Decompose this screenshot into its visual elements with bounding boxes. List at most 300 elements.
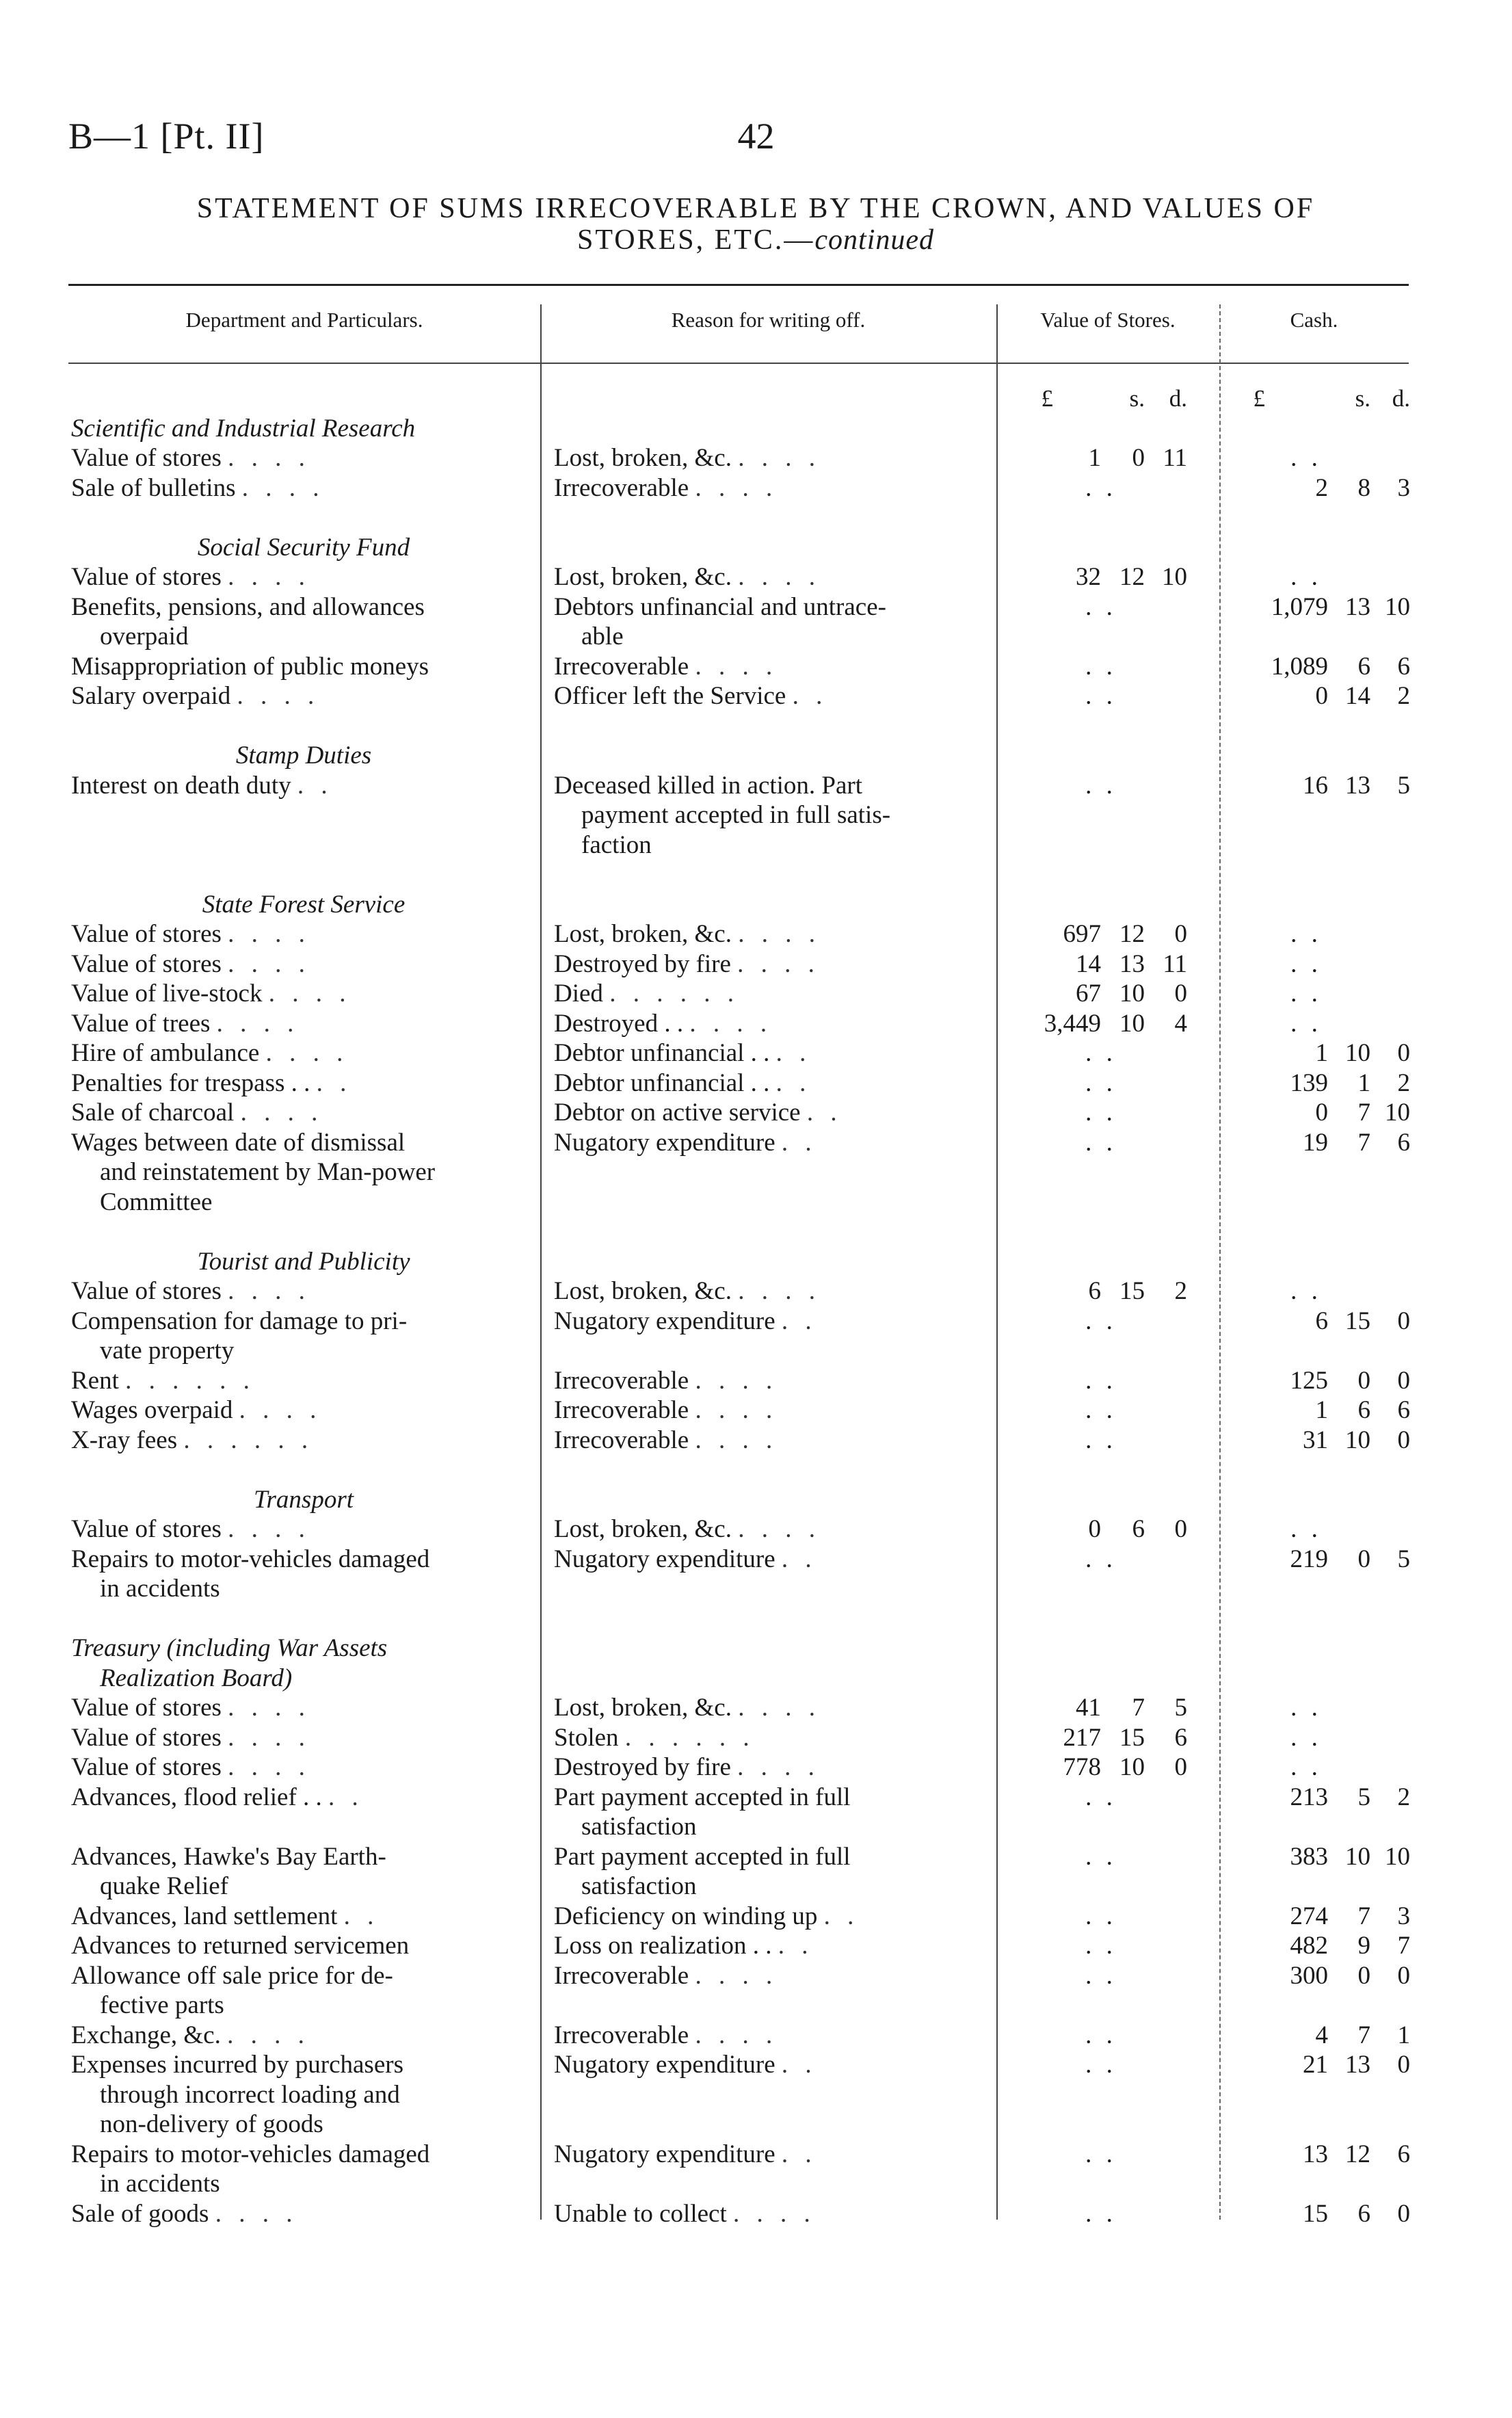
stores-nil-dots: . . [1085,771,1117,800]
cash-shillings: 1 [1357,1068,1370,1097]
cash-pounds: 219 [1290,1545,1328,1573]
stores-shilling-unit: s. [1129,385,1145,412]
leader-dots: . . [781,1306,817,1335]
particulars-text: Advances, land settlement [71,1902,338,1930]
leader-dots: . . . . [738,1277,821,1305]
page-number: 42 [737,116,775,157]
leader-dots: . . . . . . [183,1425,314,1454]
table-row [0,1783,1512,1813]
particulars-continuation: in accidents [100,2170,220,2198]
table-top-rule [68,284,1409,286]
particulars-text: Wages overpaid [71,1396,233,1424]
stores-pound-unit: £ [1041,385,1053,412]
particulars-cell [71,1545,536,1575]
leader-dots: . . . . [265,1039,349,1067]
stores-nil-dots: . . [1085,2051,1117,2079]
particulars-cell [71,1514,536,1545]
particulars-text: Misappropriation of public moneys [71,652,429,681]
cash-shilling-unit: s. [1355,385,1370,412]
stores-pounds: 41 [1076,1694,1101,1722]
particulars-text: Wages between date of dismissal [71,1128,406,1157]
reason-text: Irrecoverable [554,2021,689,2049]
cash-shillings: 7 [1357,1128,1370,1157]
table-row [0,1038,1512,1068]
particulars-text: Value of stores [71,920,222,948]
particulars-cell [71,652,536,682]
particulars-cell [71,1902,536,1932]
table-row [0,1395,1512,1425]
reason-text: Part payment accepted in full [554,1783,851,1811]
particulars-cell [71,592,536,622]
leader-dots: . . [781,2051,817,2079]
leader-dots: . . [775,1039,812,1067]
stores-shillings: 7 [1132,1694,1145,1722]
leader-dots: . . . . [228,1277,310,1305]
department-heading-row [0,890,1512,920]
stores-nil-dots: . . [1085,1306,1117,1335]
reason-text: Deficiency on winding up [554,1902,818,1930]
cash-shillings: 9 [1357,1932,1370,1960]
row-spacer [0,503,1512,533]
cash-pounds: 0 [1315,682,1328,710]
cash-nil-dots: . . [1290,980,1322,1008]
column-header-cash: Cash. [1290,308,1338,332]
stores-nil-dots: . . [1085,2021,1117,2049]
cash-pounds: 16 [1303,771,1328,800]
particulars-continuation: overpaid [100,622,189,651]
department-heading-row [0,1247,1512,1277]
cash-shillings: 10 [1345,1425,1370,1454]
leader-dots: . . [781,1128,817,1157]
continuation-row [0,1812,1512,1842]
reason-cell [554,2050,992,2080]
table-row [0,2199,1512,2229]
stores-pence: 2 [1174,1277,1187,1305]
cash-pence: 6 [1397,1396,1410,1424]
reason-cell [554,1842,992,1872]
cash-nil-dots: . . [1290,1723,1322,1752]
particulars-cell [71,1723,536,1753]
stores-nil-dots: . . [1085,2140,1117,2168]
particulars-text: Value of stores [71,1694,222,1722]
leader-dots: . . . . [241,473,325,502]
stores-pounds: 778 [1063,1753,1101,1781]
reason-text: Destroyed . . [554,1009,684,1038]
particulars-text: Compensation for damage to pri- [71,1306,408,1335]
cash-pence: 3 [1397,1902,1410,1930]
reason-text: Irrecoverable [554,1425,689,1454]
stores-pence: 0 [1174,980,1187,1008]
table-row [0,1752,1512,1783]
stores-shillings: 12 [1119,563,1145,591]
leader-dots: . . . . [237,682,320,710]
leader-dots: . . . . [215,2199,298,2228]
department-heading-row [0,533,1512,563]
stores-nil-dots: . . [1085,1068,1117,1097]
stores-nil-dots: . . [1085,1039,1117,1067]
particulars-cell [71,1098,536,1128]
reason-text: Nugatory expenditure [554,2140,775,2168]
cash-pounds: 1 [1315,1039,1328,1067]
stores-nil-dots: . . [1085,1932,1117,1960]
cash-shillings: 10 [1345,1039,1370,1067]
cash-pence: 5 [1397,1545,1410,1573]
department-heading-row [0,741,1512,771]
stores-pounds: 32 [1076,563,1101,591]
reason-text: Irrecoverable [554,1366,689,1395]
particulars-text: Value of stores [71,1277,222,1305]
table-row [0,1902,1512,1932]
reason-cell [554,652,992,682]
column-header-particulars: Department and Particulars. [185,308,423,332]
reason-cell [554,1783,992,1813]
reason-text: Stolen [554,1723,619,1752]
table-row [0,592,1512,622]
stores-pence: 0 [1174,920,1187,948]
particulars-text: Value of live-stock [71,980,263,1008]
column-header-reason: Reason for writing off. [671,308,866,332]
stores-pounds: 3,449 [1044,1009,1101,1038]
table-row [0,562,1512,592]
particulars-cell [71,1425,536,1456]
reason-text: Irrecoverable [554,1396,689,1424]
stores-pence-unit: d. [1169,385,1187,412]
reason-text: Lost, broken, &c. [554,1277,732,1305]
reason-text: Irrecoverable [554,1961,689,1990]
leader-dots: . . . . [228,1723,310,1752]
cash-pence: 6 [1397,652,1410,681]
particulars-continuation: quake Relief [100,1872,228,1900]
particulars-text: Value of stores [71,1515,222,1543]
leader-dots: . . . . [689,1009,773,1038]
particulars-continuation: vate property [100,1337,235,1365]
leader-dots: . . [806,1099,843,1127]
cash-pounds: 0 [1315,1099,1328,1127]
particulars-text: Exchange, &c. [71,2021,221,2049]
department-heading: State Forest Service [202,890,406,919]
stores-nil-dots: . . [1085,1396,1117,1424]
cash-shillings: 7 [1357,1902,1370,1930]
particulars-cell [71,1068,536,1099]
particulars-text: Sale of bulletins [71,473,236,502]
table-row [0,1723,1512,1753]
stores-shillings: 10 [1119,980,1145,1008]
department-heading: Social Security Fund [197,533,410,562]
reason-text: Lost, broken, &c. [554,1515,732,1543]
particulars-cell [71,1783,536,1813]
reason-cell [554,681,992,711]
stores-nil-dots: . . [1085,1783,1117,1811]
reason-cell [554,1545,992,1575]
reason-text: Nugatory expenditure [554,2051,775,2079]
particulars-text: Advances, Hawke's Bay Earth- [71,1842,386,1871]
leader-dots: . . . . [695,2021,778,2049]
table-row [0,2140,1512,2170]
cash-shillings: 13 [1345,2051,1370,2079]
cash-shillings: 15 [1345,1306,1370,1335]
reason-cell [554,1693,992,1723]
leader-dots: . . . . . . [609,980,739,1008]
reason-cell [554,1723,992,1753]
cash-pence: 1 [1397,2021,1410,2049]
cash-pence: 7 [1397,1932,1410,1960]
cash-pounds: 21 [1303,2051,1328,2079]
cash-pounds: 13 [1303,2140,1328,2168]
table-row [0,1931,1512,1961]
reason-continuation: satisfaction [581,1813,697,1841]
row-spacer [0,1455,1512,1485]
stores-nil-dots: . . [1085,1842,1117,1871]
stores-pounds: 697 [1063,920,1101,948]
particulars-text: Salary overpaid [71,682,231,710]
leader-dots: . . . . [695,1366,778,1395]
stores-shillings: 13 [1119,949,1145,978]
column-header-stores: Value of Stores. [1040,308,1176,332]
leader-dots: . . . . [695,652,778,681]
reason-cell [554,949,992,980]
cash-pounds: 274 [1290,1902,1328,1930]
particulars-continuation: Committee [100,1187,213,1216]
particulars-text: Advances to returned servicemen [71,1932,410,1960]
leader-dots: . . . . [228,444,310,472]
table-row [0,1009,1512,1039]
leader-dots: . . . . [228,563,310,591]
continuation-row [0,2169,1512,2199]
cash-pence: 0 [1397,1306,1410,1335]
particulars-text: Sale of charcoal [71,1099,235,1127]
cash-pence: 10 [1385,592,1410,621]
particulars-continuation: non-delivery of goods [100,2110,323,2138]
reason-cell [554,771,992,801]
leader-dots: . . . . [695,1961,778,1990]
cash-nil-dots: . . [1290,1694,1322,1722]
cash-pence: 2 [1397,1783,1410,1811]
particulars-cell [71,1961,536,1991]
cash-pounds: 31 [1303,1425,1328,1454]
stores-pence: 4 [1174,1009,1187,1038]
particulars-cell [71,949,536,980]
cash-nil-dots: . . [1290,1515,1322,1543]
table-row [0,1842,1512,1872]
leader-dots: . . . . [216,1009,300,1038]
table-row [0,473,1512,503]
leader-dots: . . . . . . [624,1723,755,1752]
reason-cell [554,2140,992,2170]
stores-shillings: 12 [1119,920,1145,948]
cash-shillings: 0 [1357,1366,1370,1395]
stores-shillings: 0 [1132,444,1145,472]
reason-text: Debtors unfinancial and untrace- [554,592,886,621]
reason-text: Destroyed by fire [554,949,731,978]
reason-cell [554,443,992,473]
cash-shillings: 14 [1345,682,1370,710]
stores-shillings: 15 [1119,1723,1145,1752]
reason-cell [554,1128,992,1158]
stores-pence: 0 [1174,1515,1187,1543]
leader-dots: . . [781,1545,817,1573]
stores-pounds: 67 [1076,980,1101,1008]
cash-pounds: 15 [1303,2199,1328,2228]
leader-dots: . . [781,2140,817,2168]
particulars-cell [71,1931,536,1961]
particulars-cell [71,1276,536,1306]
department-heading-row [0,1633,1512,1664]
cash-pounds: 1,079 [1271,592,1328,621]
stores-nil-dots: . . [1085,1099,1117,1127]
cash-pence: 0 [1397,1425,1410,1454]
cash-shillings: 6 [1357,2199,1370,2228]
reason-text: Lost, broken, &c. [554,1694,732,1722]
particulars-cell [71,1009,536,1039]
department-heading-row [0,1664,1512,1694]
leader-dots: . . . . [732,2199,816,2228]
reason-cell [554,1425,992,1456]
table-row [0,1068,1512,1099]
cash-shillings: 6 [1357,1396,1370,1424]
reason-cell [554,1961,992,1991]
stores-pounds: 6 [1088,1277,1101,1305]
cash-pounds: 1 [1315,1396,1328,1424]
leader-dots: . . . . [738,1694,821,1722]
particulars-text: Allowance off sale price for de- [71,1961,393,1990]
cash-pence: 6 [1397,1128,1410,1157]
department-heading: Tourist and Publicity [197,1247,410,1276]
leader-dots: . . . . [695,1425,778,1454]
reason-continuation: satisfaction [581,1872,697,1900]
stores-nil-dots: . . [1085,2199,1117,2228]
cash-pence: 6 [1397,2140,1410,2168]
reason-text: Destroyed by fire [554,1753,731,1781]
particulars-cell [71,771,536,801]
particulars-cell [71,1842,536,1872]
stores-nil-dots: . . [1085,682,1117,710]
leader-dots: . . . . [738,920,821,948]
particulars-cell [71,1752,536,1783]
cash-shillings: 8 [1357,473,1370,502]
reason-text: Unable to collect [554,2199,727,2228]
leader-dots: . . [778,1932,814,1960]
particulars-text: Value of trees [71,1009,211,1038]
reason-text: Lost, broken, &c. [554,920,732,948]
reason-text: Loss on realization . . [554,1932,772,1960]
particulars-text: Expenses incurred by purchasers [71,2051,403,2079]
particulars-cell [71,2021,536,2051]
table-row [0,1128,1512,1158]
reason-text: Debtor unfinancial . . [554,1039,770,1067]
stores-shillings: 10 [1119,1753,1145,1781]
stores-pounds: 0 [1088,1515,1101,1543]
leader-dots: . . . . [240,1099,323,1127]
particulars-continuation: fective parts [100,1991,224,2019]
continuation-row [0,622,1512,652]
table-row [0,1098,1512,1128]
leader-dots: . . [792,682,828,710]
table-row [0,1514,1512,1545]
cash-shillings: 5 [1357,1783,1370,1811]
department-heading: Realization Board) [100,1664,293,1692]
particulars-cell [71,1306,536,1337]
cash-shillings: 6 [1357,652,1370,681]
department-heading: Scientific and Industrial Research [71,414,416,443]
cash-shillings: 7 [1357,2021,1370,2049]
reason-continuation: faction [581,830,652,859]
reason-text: Debtor on active service [554,1099,801,1127]
particulars-continuation: through incorrect loading and [100,2080,400,2109]
cash-pounds: 482 [1290,1932,1328,1960]
particulars-text: Value of stores [71,949,222,978]
table-row [0,1306,1512,1337]
cash-pence: 10 [1385,1842,1410,1871]
leader-dots: . . . . [227,2021,310,2049]
leader-dots: . . . . [695,473,778,502]
table-header-rule [68,363,1409,364]
reason-cell [554,979,992,1009]
stores-nil-dots: . . [1085,592,1117,621]
particulars-continuation: and reinstatement by Man-power [100,1158,436,1186]
reason-cell [554,1098,992,1128]
cash-nil-dots: . . [1290,1277,1322,1305]
table-body [0,384,1512,2229]
particulars-text: Value of stores [71,444,222,472]
title-continued: continued [814,224,935,256]
leader-dots: . . . . [228,1694,310,1722]
table-row [0,443,1512,473]
cash-pence: 3 [1397,473,1410,502]
reason-text: Nugatory expenditure [554,1128,775,1157]
stores-shillings: 10 [1119,1009,1145,1038]
reason-text: Lost, broken, &c. [554,563,732,591]
leader-dots: . . . . [228,1753,310,1781]
reason-text: Irrecoverable [554,652,689,681]
table-row [0,1366,1512,1396]
cash-pence: 2 [1397,682,1410,710]
continuation-row [0,800,1512,830]
department-heading: Treasury (including War Assets [71,1634,388,1662]
cash-pence: 5 [1397,771,1410,800]
cash-pound-unit: £ [1253,385,1265,412]
cash-pence: 0 [1397,2051,1410,2079]
leader-dots: . . [775,1068,812,1097]
cash-pence: 0 [1397,1366,1410,1395]
reason-cell [554,1038,992,1068]
reason-text: Part payment accepted in full [554,1842,851,1871]
table-row [0,1545,1512,1575]
continuation-row [0,2080,1512,2110]
stores-nil-dots: . . [1085,473,1117,502]
particulars-text: Advances, flood relief . . [71,1783,322,1811]
reason-continuation: payment accepted in full satis- [581,801,891,829]
table-row [0,652,1512,682]
reason-text: Lost, broken, &c. [554,444,732,472]
particulars-text: Rent [71,1366,119,1395]
table-row [0,979,1512,1009]
reason-cell [554,562,992,592]
cash-pounds: 300 [1290,1961,1328,1990]
continuation-row [0,1574,1512,1604]
cash-pounds: 125 [1290,1366,1328,1395]
stores-nil-dots: . . [1085,1425,1117,1454]
department-heading-row [0,1485,1512,1515]
particulars-text: Interest on death duty [71,771,291,800]
leader-dots: . . . . [738,444,821,472]
stores-nil-dots: . . [1085,652,1117,681]
particulars-continuation: in accidents [100,1575,220,1603]
particulars-cell [71,1693,536,1723]
cash-nil-dots: . . [1290,563,1322,591]
table-row [0,1425,1512,1456]
particulars-cell [71,681,536,711]
particulars-cell [71,1128,536,1158]
